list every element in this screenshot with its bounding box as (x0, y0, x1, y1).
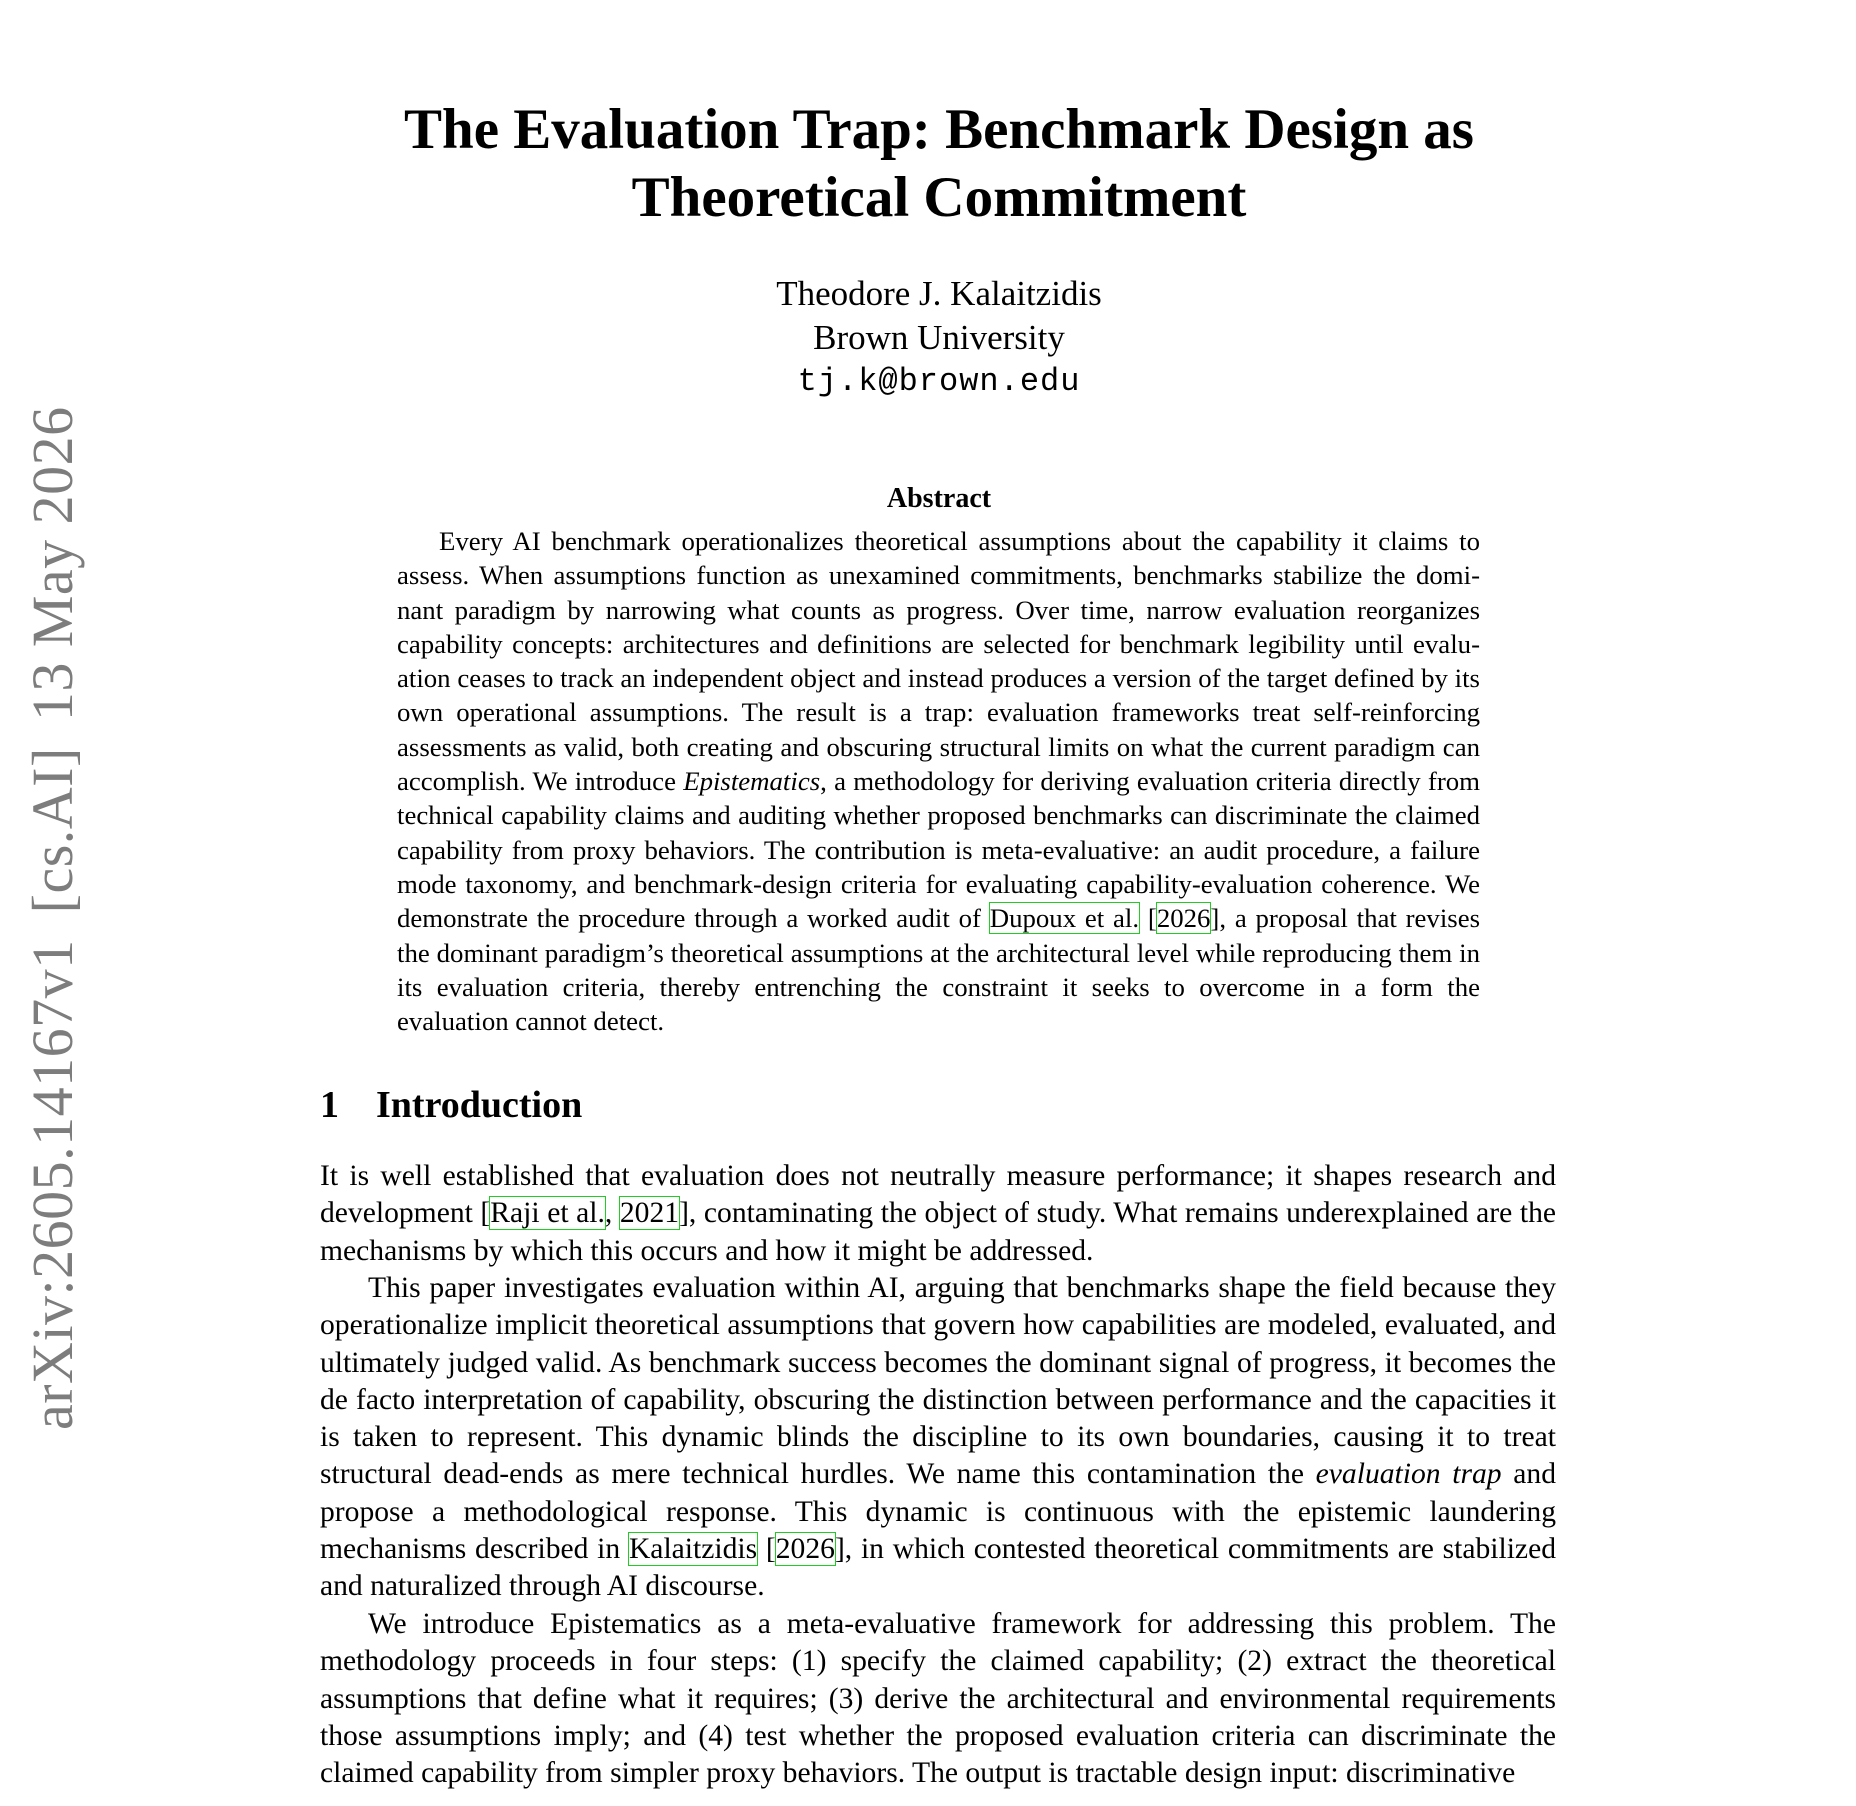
arxiv-date: 13 May 2026 (20, 406, 85, 722)
intro-paragraph-2 (320, 1270, 1556, 1606)
citation-link-dupoux-author[interactable]: Dupoux et al. (989, 903, 1140, 934)
p2-cite-open: [ (757, 1533, 776, 1566)
author-block (320, 272, 1558, 404)
abstract-text (397, 524, 1480, 1038)
abstract-emphasis: Epistematics (683, 766, 821, 797)
intro-paragraph-1 (320, 1158, 1556, 1270)
citation-link-dupoux-year[interactable]: 2026 (1156, 903, 1211, 934)
citation-bracket-close: ] (1210, 903, 1220, 934)
arxiv-side-stamp (20, 406, 86, 1430)
citation-bracket-open: [ (1139, 903, 1157, 934)
section-number: 1 (320, 1084, 339, 1126)
author-name: Theodore J. Kalaitzidis (776, 274, 1102, 313)
p1-text-a: It is well established that evaluation does not neutrally measure performance; it shapes research and development [ (320, 1160, 1556, 1230)
abstract-text-part-a: Every AI benchmark operationalizes theoretical assumptions about the capability it claims to assess. When assumptions function as unexamined commitments, benchmarks stabilize the dominant paradigm by narrowing what counts as progress. Over time, narrow evaluation reorganizes capability concepts: architectures and definitions are selected for benchmark legibility until evaluation ceases to track an independent object and instead produces a version of the target defined by its own operational assumptions. The result is a trap: evaluation frameworks treat self-reinforcing assessments as valid, both creating and obscuring structural limits on what the current paradigm can accomplish. We introduce (397, 526, 1480, 797)
intro-paragraph-3: We introduce Epistematics as a meta-evaluative framework for addressing this problem. The methodology proceeds in four steps: (1) specify the claimed capability; (2) extract the theoretical assumptions that define what it requires; (3) derive the architectural and environmental requirements those assumptions imply; and (4) test whether the proposed evaluation criteria can discriminate the claimed capability from simpler proxy behaviors. The output is tractable design input: discriminative (320, 1608, 1556, 1790)
title-line-1: The Evaluation Trap: Benchmark Design as (404, 98, 1474, 161)
citation-link-kalaitzidis-year[interactable]: 2026 (775, 1533, 835, 1566)
p2-text-a: This paper investigates evaluation within AI, arguing that benchmarks shape the field because they operationalize implicit theoretical assumptions that govern how capabilities are modeled, evaluated, and ultimately judged valid. As benchmark success becomes the dominant signal of progress, it becomes the de facto interpretation of capability, obscuring the distinction between performance and the capacities it is taken to represent. This dynamic blinds the discipline to its own boundaries, causing it to treat structural dead-ends as mere technical hurdles. We name this contamination the (320, 1272, 1556, 1491)
abstract-text-part-b: , a methodology for deriving evaluation criteria directly from technical capability claims and auditing whether proposed benchmarks can discriminate the claimed capability from proxy behaviors. The contribution is meta-evaluative: an audit procedure, a failure mode taxonomy, and benchmark-design criteria for evaluating capability-evaluation coherence. We demonstrate the procedure through a worked audit of (397, 766, 1480, 934)
title-line-2: Theoretical Commitment (631, 166, 1247, 229)
citation-link-raji-year[interactable]: 2021 (619, 1197, 680, 1230)
paper-title (320, 96, 1558, 232)
arxiv-id: arXiv:2605.14167v1 (20, 939, 85, 1430)
citation-link-kalaitzidis-author[interactable]: Kalaitzidis (628, 1533, 758, 1566)
citation-link-raji-author[interactable]: Raji et al. (490, 1197, 605, 1230)
p2-text-b: and propose a methodological response. This dynamic is continuous with the epistemic laundering mechanisms described in (320, 1458, 1556, 1566)
abstract-text-part-c: , a proposal that revises the dominant paradigm’s theoretical assumptions at the architectural level while reproducing them in its evaluation criteria, thereby entrenching the constraint it seeks to overcome in a form the evaluation cannot detect. (397, 903, 1481, 1037)
p1-text-b: ], contaminating the object of study. What remains underexplained are the mechanisms by which this occurs and how it might be addressed. (320, 1197, 1557, 1267)
abstract-heading: Abstract (886, 483, 992, 514)
p2-text-c: , in which contested theoretical commitments are stabilized and naturalized through AI discourse. (320, 1533, 1556, 1603)
p2-emphasis: evaluation trap (1315, 1458, 1502, 1491)
author-email: tj.k@brown.edu (797, 363, 1081, 400)
section-title: Introduction (376, 1084, 583, 1126)
section-heading-introduction (320, 1082, 582, 1128)
p2-cite-close: ] (834, 1533, 845, 1566)
p1-cite-separator: , (604, 1197, 620, 1230)
author-affiliation: Brown University (813, 318, 1065, 357)
arxiv-category: [cs.AI] (20, 747, 85, 914)
